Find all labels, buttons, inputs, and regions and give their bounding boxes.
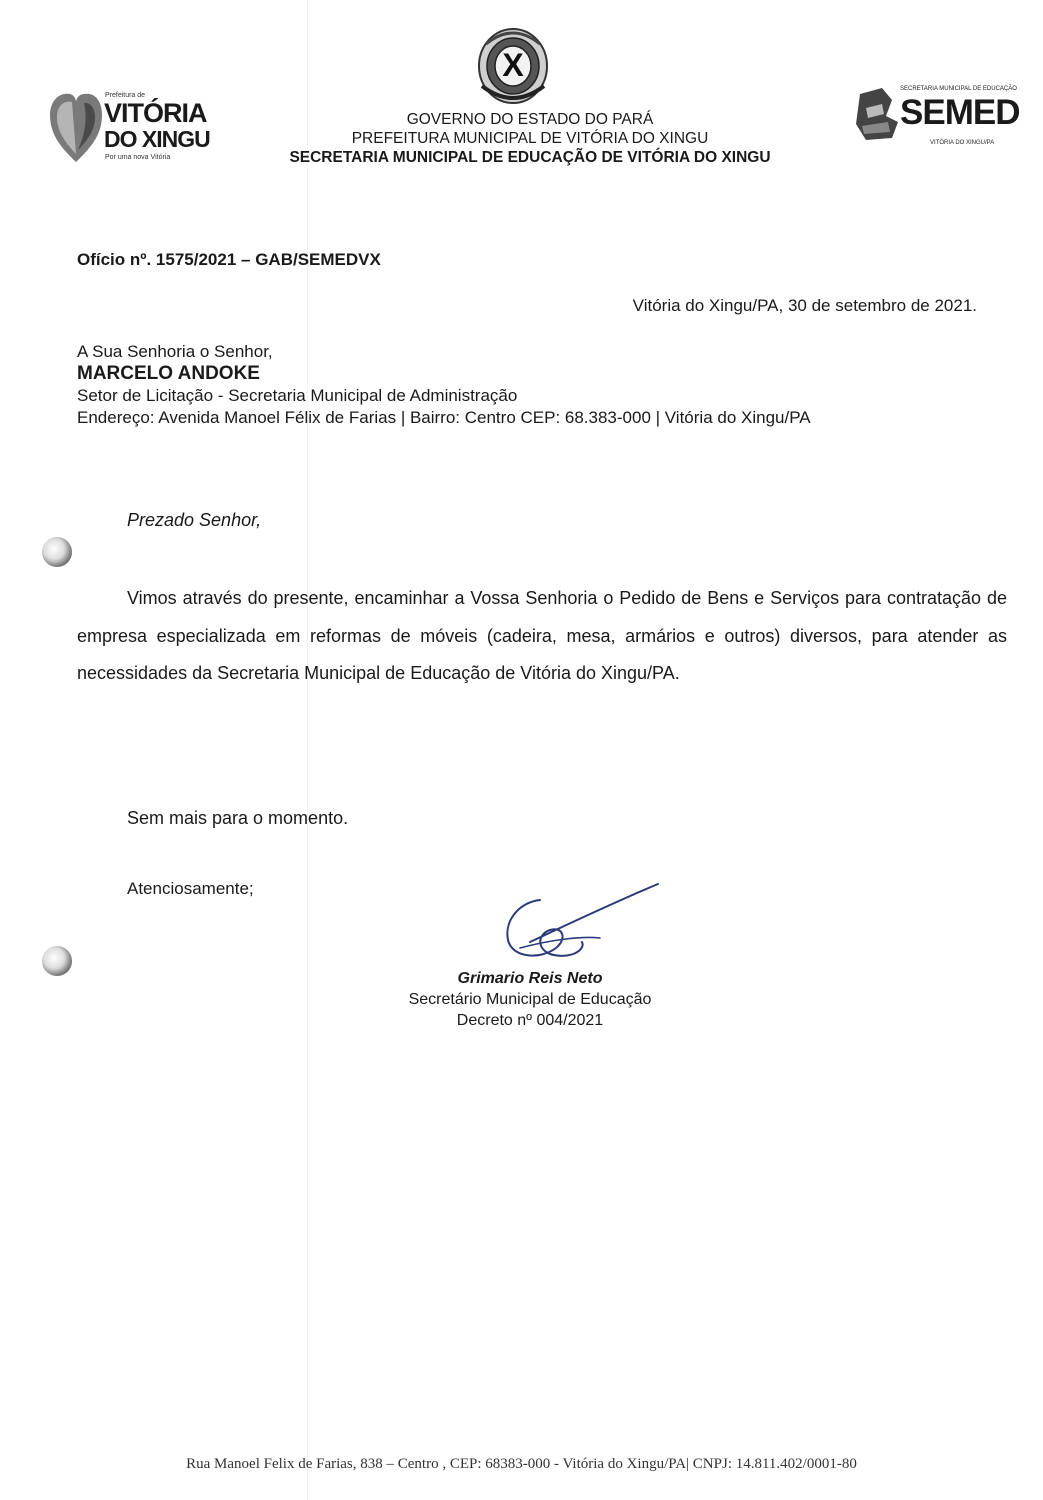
greeting: Prezado Senhor,	[127, 510, 262, 530]
recipient-block	[77, 341, 811, 429]
closing-line: Sem mais para o momento.	[127, 808, 349, 828]
recipient-name: MARCELO ANDOKE	[77, 363, 260, 384]
semed-bottom-label: VITÓRIA DO XINGU/PA	[930, 140, 995, 146]
logo-tagline: Por uma nova Vitória	[105, 154, 171, 161]
date-line: Vitória do Xingu/PA, 30 de setembro de 2021.	[632, 296, 977, 315]
logo-line2: DO XINGU	[104, 126, 210, 152]
recipient-address: Endereço: Avenida Manoel Félix de Farias | Bairro: Centro CEP: 68.383-000 | Vitória do Xingu/PA	[77, 408, 811, 427]
logo-small-label: Prefeitura de	[105, 92, 146, 99]
municipal-coat-of-arms	[476, 26, 550, 106]
handwritten-signature	[490, 878, 670, 968]
signature-block	[380, 968, 680, 1031]
semed-name: SEMED	[900, 93, 1020, 132]
signer-title: Secretário Municipal de Educação	[408, 991, 652, 1008]
oficio-number: Ofício nº. 1575/2021 – GAB/SEMEDVX	[77, 250, 381, 269]
vitoria-do-xingu-logo	[48, 90, 218, 166]
header-line-1: GOVERNO DO ESTADO DO PARÁ	[406, 111, 654, 128]
header-line-3: SECRETARIA MUNICIPAL DE EDUCAÇÃO DE VITÓRIA DO XINGU	[289, 149, 771, 166]
heart-icon	[48, 90, 104, 164]
header-line-2: PREFEITURA MUNICIPAL DE VITÓRIA DO XINGU	[351, 130, 709, 147]
scan-fold-line	[307, 0, 308, 1500]
signer-decree: Decreto nº 004/2021	[456, 1012, 604, 1029]
logo-line1: VITÓRIA	[104, 98, 207, 128]
semed-logo	[852, 82, 1022, 154]
punch-hole-bottom	[42, 946, 72, 976]
recipient-sector: Setor de Licitação - Secretaria Municipal de Administração	[77, 386, 518, 405]
regards-line: Atenciosamente;	[127, 879, 254, 898]
semed-top-label: SECRETARIA MUNICIPAL DE EDUCAÇÃO	[900, 86, 1017, 92]
footer-address: Rua Manoel Felix de Farias, 838 – Centro , CEP: 68383-000 - Vitória do Xingu/PA| CNPJ: 14.811.402/0001-80	[186, 1456, 857, 1472]
recipient-salutation: A Sua Senhoria o Senhor,	[77, 342, 273, 361]
crest-initial: X	[502, 47, 524, 83]
punch-hole-top	[42, 537, 72, 567]
letter-body: Vimos através do presente, encaminhar a Vossa Senhoria o Pedido de Bens e Serviços para contratação de empresa especializada em reformas de móveis (cadeira, mesa, armários e outros) diversos, para atender as necessidades da Secretaria Municipal de Educação de Vitória do Xingu/PA.	[77, 588, 1007, 683]
letterhead	[240, 110, 820, 167]
signer-name: Grimario Reis Neto	[457, 970, 603, 987]
